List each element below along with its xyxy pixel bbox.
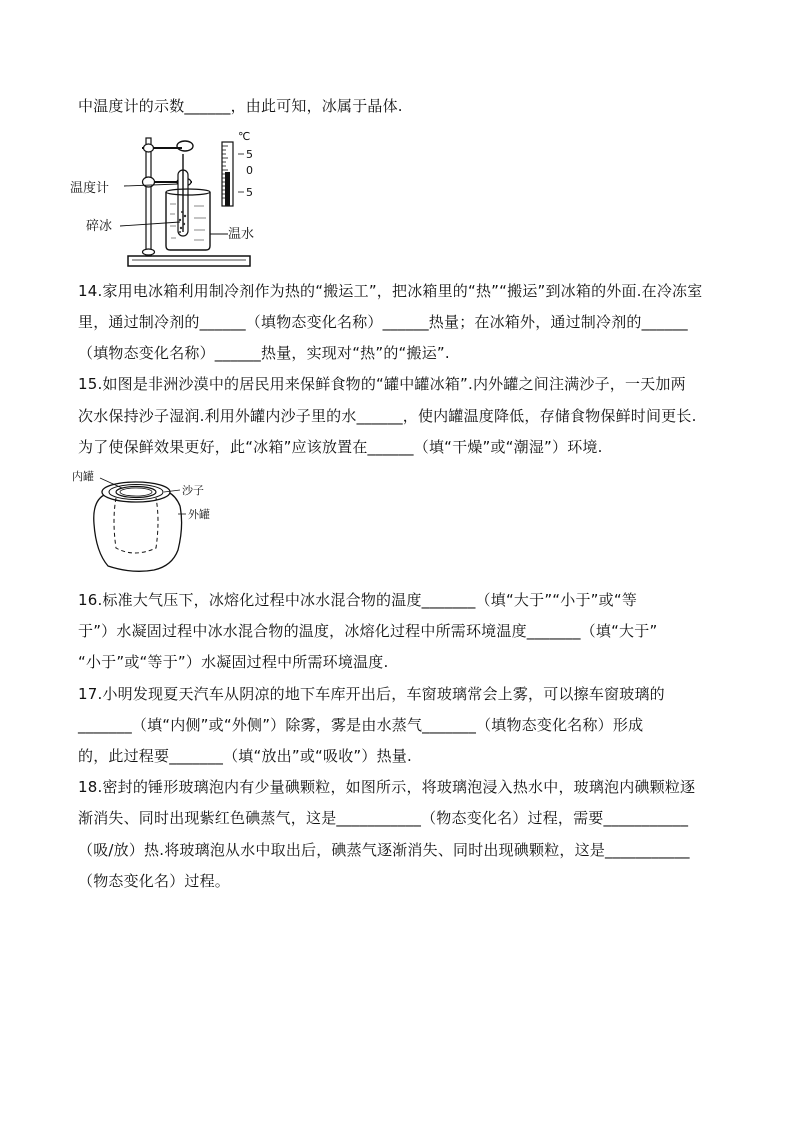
text-line: 16.标准大气压下，冰熔化过程中冰水混合物的温度_______（填“大于”“小于”或“等 bbox=[78, 591, 638, 609]
text-line: 中温度计的示数______，由此可知，冰属于晶体. bbox=[78, 97, 403, 115]
text-line: （填物态变化名称）______热量，实现对“热”的“搬运”. bbox=[78, 344, 450, 362]
text-line: 18.密封的锤形玻璃泡内有少量碘颗粒，如图所示，将玻璃泡浸入热水中，玻璃泡内碘颗粒逐 bbox=[78, 778, 696, 796]
text-line: 为了使保鲜效果更好，此“冰箱”应该放置在______（填“干燥”或“潮湿”）环境. bbox=[78, 438, 603, 456]
text-line: 15.如图是非洲沙漠中的居民用来保鲜食物的“罐中罐冰箱”.内外罐之间注满沙子，一天加两 bbox=[78, 375, 686, 393]
text-line: 里，通过制冷剂的______（填物态变化名称）______热量；在冰箱外，通过制冷剂的______ bbox=[78, 313, 688, 331]
celsius-unit: ℃ bbox=[238, 130, 251, 143]
text-line: 次水保持沙子湿润.利用外罐内沙子里的水______，使内罐温度降低，存储食物保鲜时间更长. bbox=[78, 407, 697, 425]
text-line: 于”）水凝固过程中冰水混合物的温度，冰熔化过程中所需环境温度_______（填“大于” bbox=[78, 622, 658, 640]
tick-label-zero: 0 bbox=[246, 164, 253, 177]
crushed-ice-label: 碎冰 bbox=[86, 219, 113, 234]
outer-pot-label: 外罐 bbox=[188, 508, 210, 521]
tick-label-top: 5 bbox=[246, 148, 253, 161]
text-line: （吸/放）热.将玻璃泡从水中取出后，碘蒸气逐渐消失、同时出现碘颗粒，这是___________ bbox=[78, 841, 690, 859]
thermometer-apparatus-figure bbox=[70, 128, 270, 273]
text-line: 14.家用电冰箱利用制冷剂作为热的“搬运工”，把冰箱里的“热”“搬运”到冰箱的外面.在冷冻室 bbox=[78, 282, 703, 300]
inner-pot-label: 内罐 bbox=[72, 470, 94, 483]
warm-water-label: 温水 bbox=[228, 227, 255, 242]
text-line: _______（填“内侧”或“外侧”）除雾，雾是由水蒸气_______（填物态变化名称）形成 bbox=[78, 716, 644, 734]
text-line: 的，此过程要_______（填“放出”或“吸收”）热量. bbox=[78, 747, 412, 765]
thermometer-label: 温度计 bbox=[70, 181, 110, 196]
tick-label-bottom: 5 bbox=[246, 186, 253, 199]
text-line: 17.小明发现夏天汽车从阴凉的地下车库开出后，车窗玻璃常会上雾，可以擦车窗玻璃的 bbox=[78, 685, 665, 703]
thermometer-scale bbox=[222, 130, 253, 206]
text-line: “小于”或“等于”）水凝固过程中所需环境温度. bbox=[78, 653, 389, 671]
text-line: 渐消失、同时出现紫红色碘蒸气，这是___________（物态变化名）过程，需要___________ bbox=[78, 809, 689, 827]
text-line: （物态变化名）过程。 bbox=[78, 872, 231, 890]
sand-label: 沙子 bbox=[182, 484, 204, 497]
pot-in-pot-figure bbox=[72, 470, 232, 580]
